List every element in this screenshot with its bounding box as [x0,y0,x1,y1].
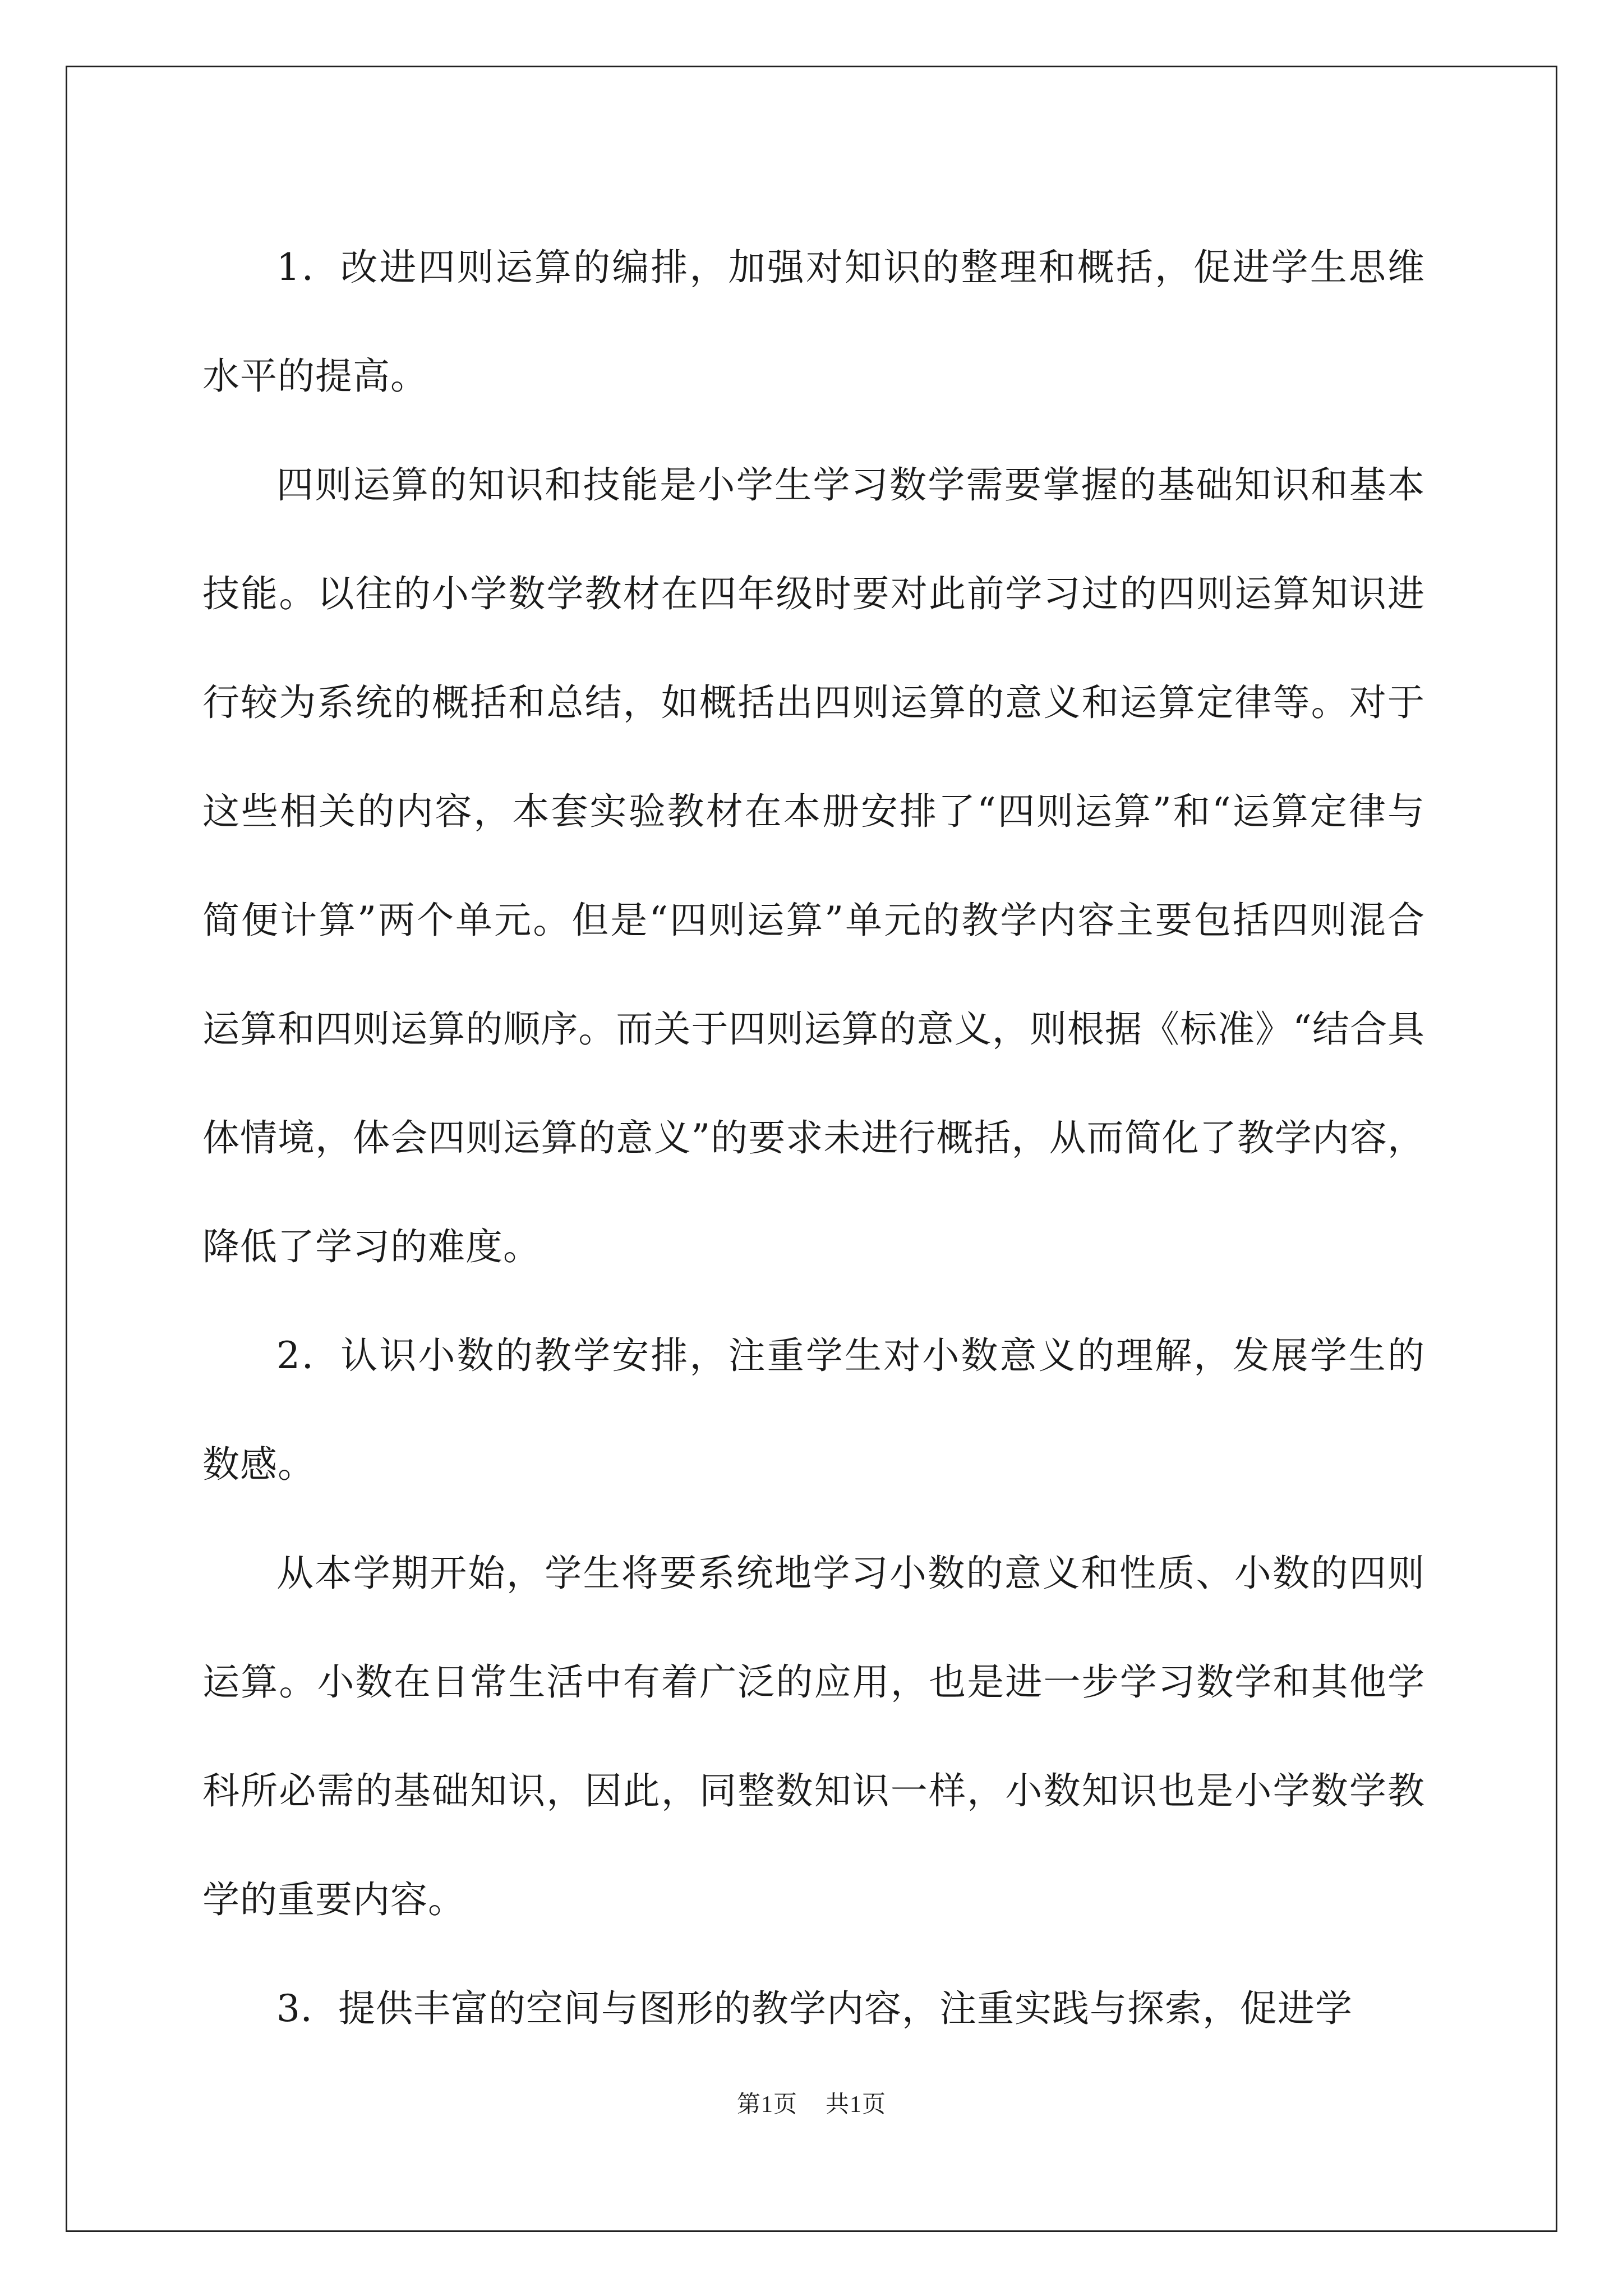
paragraph-2: 四则运算的知识和技能是小学生学习数学需要掌握的基础知识和基本技能。以往的小学数学教材在四年级时要对此前学习过的四则运算知识进行较为系统的概括和总结，如概括出四则运算的意义和运算定律等。对于这些相关的内容，本套实验教材在本册安排了“四则运算”和“运算定律与简便计算”两个单元。但是“四则运算”单元的教学内容主要包括四则混合运算和四则运算的顺序。而关于四则运算的意义，则根据《标准》“结合具体情境，体会四则运算的意义”的要求未进行概括，从而简化了教学内容，降低了学习的难度。 [202,463,1425,1268]
paragraph-5: 3．提供丰富的空间与图形的教学内容，注重实践与探索，促进学 [276,1987,1353,2030]
page-footer [0,2086,1623,2119]
paragraph-1: 1．改进四则运算的编排，加强对知识的整理和概括，促进学生思维水平的提高。 [202,246,1425,398]
paragraph-4: 从本学期开始，学生将要系统地学习小数的意义和性质、小数的四则运算。小数在日常生活中有着广泛的应用，也是进一步学习数学和其他学科所必需的基础知识，因此，同整数知识一样，小数知识也是小学数学教学的重要内容。 [202,1552,1425,1921]
page-total: 共1页 [826,2092,887,2118]
paragraph-3: 2．认识小数的教学安排，注重学生对小数意义的理解，发展学生的数感。 [202,1334,1425,1486]
page-number: 第1页 [736,2092,797,2118]
document-body [202,213,1425,2063]
